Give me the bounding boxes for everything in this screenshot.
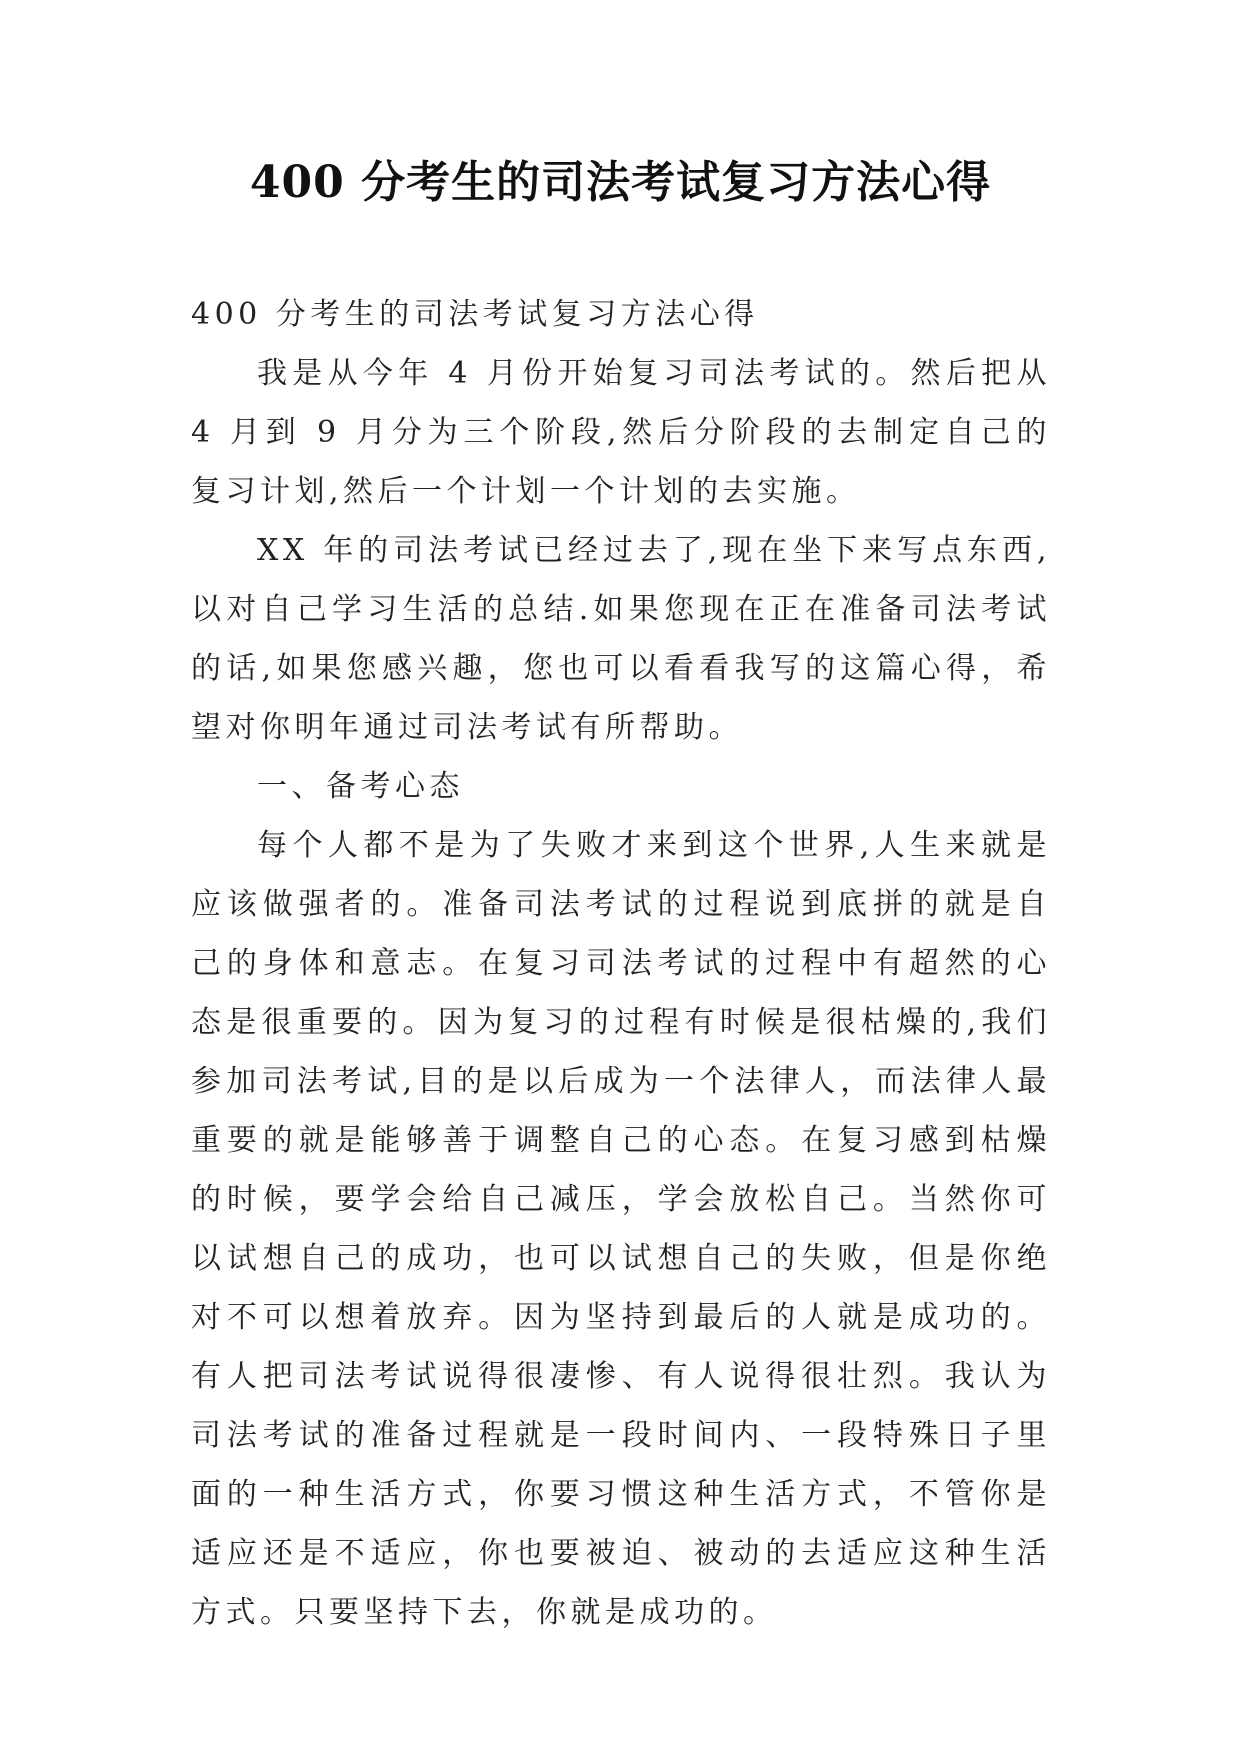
- document-body: [191, 285, 1051, 1642]
- section-heading-mindset: 一、备考心态: [257, 769, 464, 804]
- document-subtitle: 400 分考生的司法考试复习方法心得: [191, 297, 759, 332]
- paragraph-mindset: 每个人都不是为了失败才来到这个世界,人生来就是应该做强者的。准备司法考试的过程说到底拼的就是自己的身体和意志。在复习司法考试的过程中有超然的心态是很重要的。因为复习的过程有时候是很枯燥的,我们参加司法考试,目的是以后成为一个法律人，而法律人最重要的就是能够善于调整自己的心态。在复习感到枯燥的时候，要学会给自己减压，学会放松自己。当然你可以试想自己的成功，也可以试想自己的失败，但是你绝对不可以想着放弃。因为坚持到最后的人就是成功的。有人把司法考试说得很凄惨、有人说得很壮烈。我认为司法考试的准备过程就是一段时间内、一段特殊日子里面的一种生活方式，你要习惯这种生活方式，不管你是适应还是不适应，你也要被迫、被动的去适应这种生活方式。只要坚持下去，你就是成功的。: [191, 828, 1051, 1630]
- paragraph-summary: XX 年的司法考试已经过去了,现在坐下来写点东西,以对自己学习生活的总结.如果您现在正在准备司法考试的话,如果您感兴趣，您也可以看看我写的这篇心得，希望对你明年通过司法考试有所帮助。: [191, 533, 1051, 745]
- document-title: 400 分考生的司法考试复习方法心得: [249, 157, 992, 208]
- paragraph-intro: 我是从今年 4 月份开始复习司法考试的。然后把从 4 月到 9 月分为三个阶段,然后分阶段的去制定自己的复习计划,然后一个计划一个计划的去实施。: [191, 356, 1051, 509]
